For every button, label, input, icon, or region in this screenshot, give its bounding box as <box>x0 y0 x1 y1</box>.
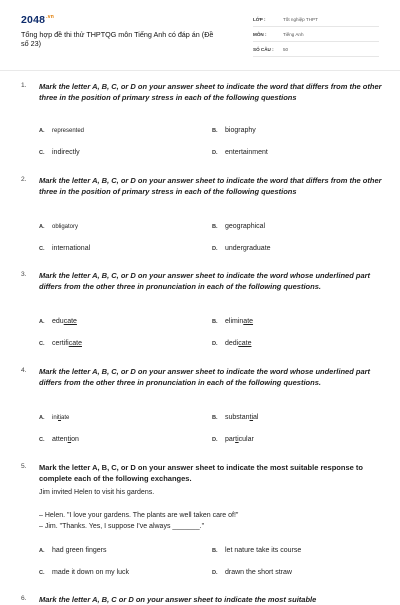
option-letter: C. <box>39 437 45 443</box>
option-text: had green fingers <box>52 547 107 554</box>
question-prompt: Mark the letter A, B, C, or D on your answer sheet to indicate the word whose underlined part differs from the other three in pronunciation in each of the following questions. <box>39 271 371 291</box>
option-word-start: ini <box>52 415 59 421</box>
option-d[interactable] <box>212 245 271 252</box>
option-letter: D. <box>212 570 218 576</box>
option-c[interactable] <box>39 436 79 443</box>
option-b[interactable] <box>212 223 265 230</box>
option-word-start: certifi <box>52 340 69 347</box>
meta-subject-value: Tiếng Anh <box>283 32 304 37</box>
meta-class-row <box>253 14 379 27</box>
option-word-start: par <box>225 436 236 443</box>
meta-subject-row <box>253 29 379 42</box>
option-text: drawn the short straw <box>225 569 292 576</box>
option-word-end: al <box>253 414 259 421</box>
option-letter: C. <box>39 150 45 156</box>
question-prompt: Mark the letter A, B, C, or D on your answer sheet to indicate the word that differs from the other three in the position of primary stress in each of the following questions <box>39 82 382 102</box>
option-b[interactable] <box>212 318 253 325</box>
meta-subject-label: MÔN : <box>253 32 267 37</box>
option-underlined-part: ate <box>243 318 254 325</box>
option-text: indirectly <box>52 149 80 156</box>
option-letter: A. <box>39 319 45 325</box>
option-text: made it down on my luck <box>52 569 130 576</box>
document-title: Tổng hợp đề thi thử THPTQG môn Tiếng Anh có đáp án (Đề số 23) <box>21 30 214 48</box>
dialogue-line-2: – Jim. "Thanks. Yes, I suppose I've always _______." <box>39 523 205 530</box>
option-underlined-part: cate <box>63 318 77 325</box>
option-text: entertainment <box>225 149 268 156</box>
option-text: represented <box>52 128 85 134</box>
option-word-end: ate <box>61 415 70 421</box>
option-text: let nature take its course <box>225 547 302 554</box>
question-context: Jim invited Helen to visit his gardens. <box>39 489 155 496</box>
meta-count-row <box>253 44 379 57</box>
question-prompt: Mark the letter A, B, C, or D on your answer sheet to indicate the word that differs from the other three in the position of primary stress in each of the following questions <box>39 176 382 196</box>
option-letter: D. <box>212 246 218 252</box>
question-number: 5. <box>21 463 27 470</box>
meta-count-label: SỐ CÂU : <box>253 47 274 52</box>
option-letter: A. <box>39 128 45 134</box>
question-number: 4. <box>21 367 27 374</box>
option-word-start: elimin <box>225 318 244 325</box>
site-logo[interactable] <box>21 14 54 26</box>
option-underlined-part: ti <box>249 414 254 421</box>
option-b[interactable] <box>212 547 301 554</box>
option-a[interactable] <box>39 127 84 134</box>
option-underlined-part: cate <box>68 340 82 347</box>
option-underlined-part: ti <box>235 436 239 443</box>
option-underlined-part: ti <box>58 415 62 421</box>
meta-class-label: LỚP : <box>253 17 266 22</box>
option-letter: B. <box>212 128 218 134</box>
option-b[interactable] <box>212 127 256 134</box>
option-word-start: dedi <box>225 340 239 347</box>
question-number: 3. <box>21 271 27 278</box>
option-letter: D. <box>212 150 218 156</box>
option-underlined-part: ti <box>67 436 72 443</box>
option-word-end: cular <box>238 436 254 443</box>
question-number: 1. <box>21 82 27 89</box>
option-letter: A. <box>39 415 45 421</box>
option-a[interactable] <box>39 547 106 554</box>
question-prompt: Mark the letter A, B, C or D on your answer sheet to indicate the most suitable <box>39 595 317 604</box>
option-letter: A. <box>39 548 45 554</box>
option-letter: A. <box>39 224 45 230</box>
option-letter: C. <box>39 341 45 347</box>
meta-count-value: 50 <box>283 47 289 52</box>
option-b[interactable] <box>212 414 258 421</box>
option-text: undergraduate <box>225 245 271 252</box>
option-text: geographical <box>225 223 266 230</box>
option-text: biography <box>225 127 256 134</box>
option-text: international <box>52 245 91 252</box>
header-divider <box>0 70 400 71</box>
option-d[interactable] <box>212 149 268 156</box>
option-word-end: on <box>71 436 79 443</box>
question-number: 2. <box>21 176 27 183</box>
option-c[interactable] <box>39 149 80 156</box>
option-letter: C. <box>39 570 45 576</box>
dialogue-line-1: – Helen. "I love your gardens. The plants are well taken care of!" <box>39 512 239 519</box>
option-underlined-part: cate <box>238 340 252 347</box>
option-letter: D. <box>212 341 218 347</box>
option-a[interactable] <box>39 414 69 421</box>
option-letter: B. <box>212 319 218 325</box>
option-a[interactable] <box>39 223 78 230</box>
document-header <box>0 0 400 66</box>
option-d[interactable] <box>212 436 254 443</box>
option-word-start: atten <box>52 436 68 443</box>
option-letter: B. <box>212 224 218 230</box>
option-letter: D. <box>212 437 218 443</box>
meta-class-value: Tốt nghiệp THPT <box>283 17 318 22</box>
question-prompt: Mark the letter A, B, C, or D on your answer sheet to indicate the most suitable response to complete each of the following exchanges. <box>39 463 363 483</box>
option-c[interactable] <box>39 569 129 576</box>
logo-text: 2048 <box>21 14 46 26</box>
option-word-start: edu <box>52 318 64 325</box>
option-letter: C. <box>39 246 45 252</box>
question-prompt: Mark the letter A, B, C, or D on your answer sheet to indicate the word whose underlined part differs from the other three in pronunciation in each of the following questions. <box>39 367 371 387</box>
option-text: obligatory <box>52 224 79 230</box>
option-a[interactable] <box>39 318 77 325</box>
logo-suffix: .vn <box>46 14 54 20</box>
option-letter: B. <box>212 548 218 554</box>
question-number: 6. <box>21 595 27 602</box>
option-c[interactable] <box>39 340 82 347</box>
option-letter: B. <box>212 415 218 421</box>
option-d[interactable] <box>212 569 292 576</box>
option-c[interactable] <box>39 245 90 252</box>
option-d[interactable] <box>212 340 251 347</box>
option-word-start: substan <box>225 414 250 421</box>
